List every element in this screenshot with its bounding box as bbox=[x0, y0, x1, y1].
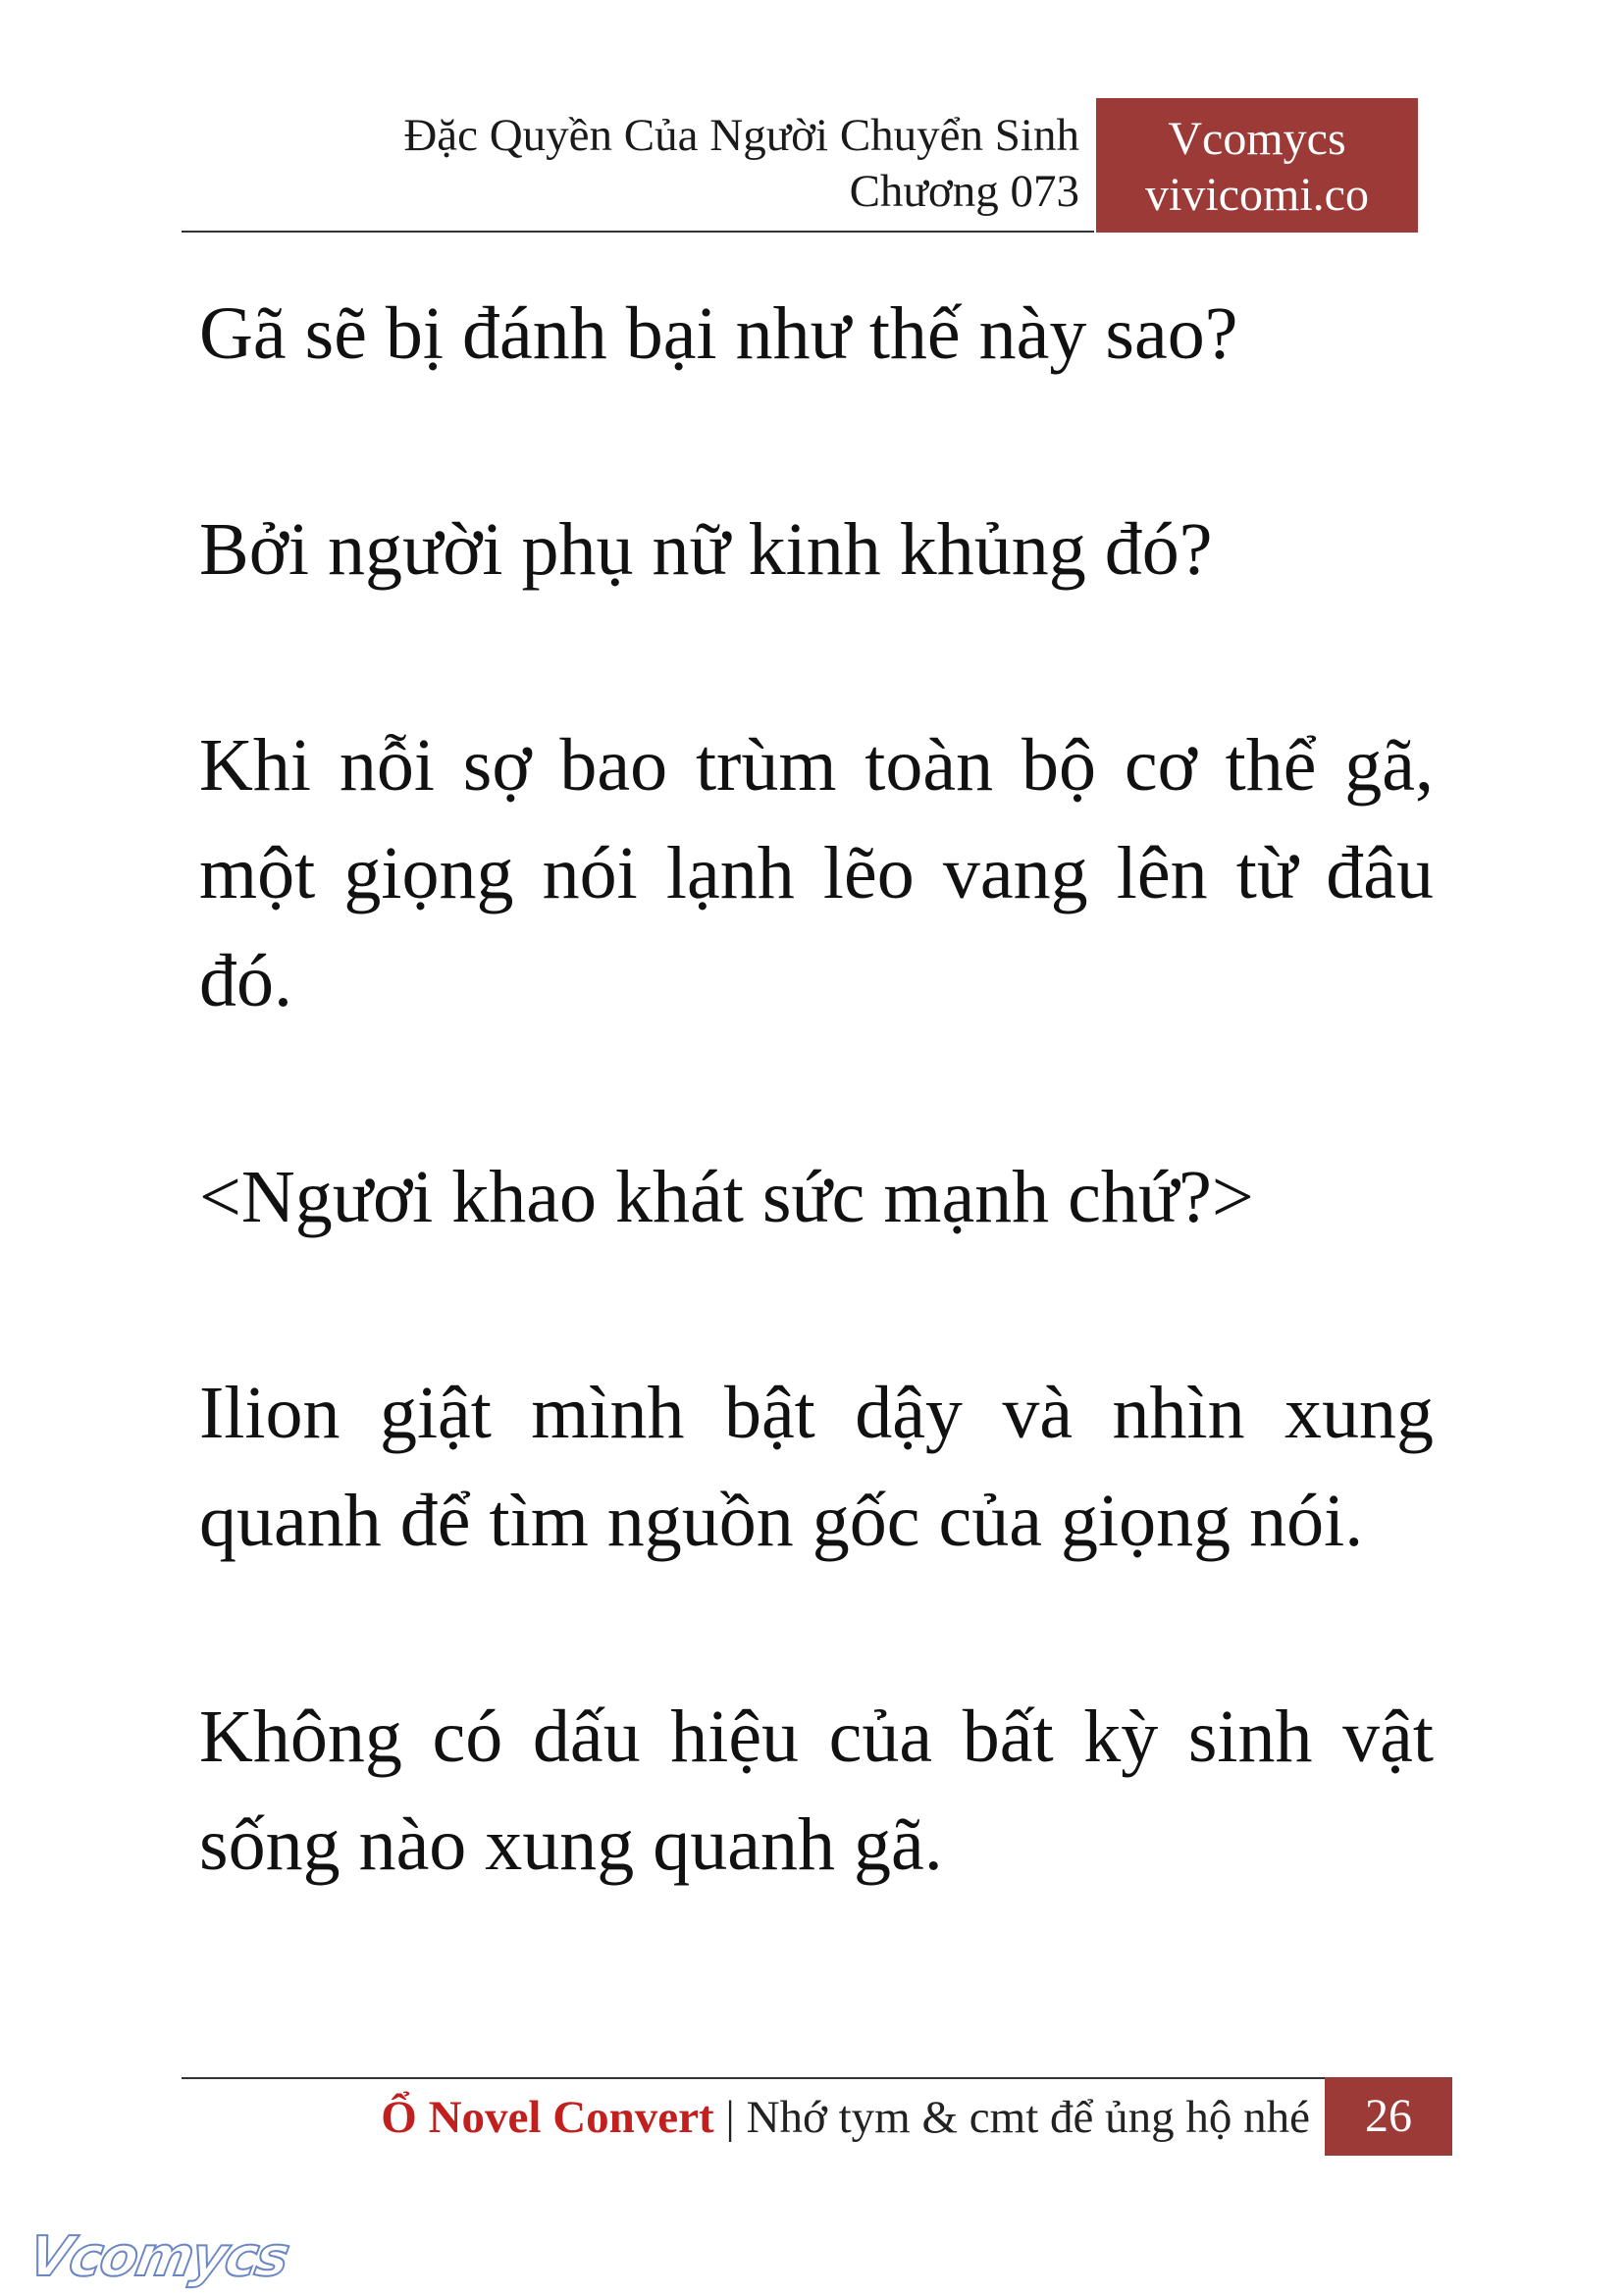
site-url: vivicomi.co bbox=[1145, 169, 1369, 221]
site-badge bbox=[1096, 98, 1418, 233]
watermark-logo bbox=[24, 2224, 293, 2289]
paragraph: Không có dấu hiệu của bất kỳ sinh vật sống nào xung quanh gã. bbox=[199, 1695, 1434, 1886]
site-name: Vcomycs bbox=[1168, 113, 1346, 165]
footer-separator: | bbox=[725, 2092, 735, 2143]
watermark-text: Vcomycs bbox=[24, 2224, 293, 2289]
paragraph: Gã sẽ bị đánh bại như thế này sao? bbox=[199, 292, 1238, 375]
footer-note: Nhớ tym & cmt để ủng hộ nhé bbox=[746, 2092, 1310, 2143]
paragraph: Bởi người phụ nữ kinh khủng đó? bbox=[199, 508, 1213, 591]
chapter-body bbox=[199, 280, 1434, 2007]
header-divider bbox=[182, 231, 1094, 233]
running-header bbox=[196, 108, 1079, 220]
book-title: Đặc Quyền Của Người Chuyển Sinh bbox=[403, 110, 1079, 161]
footer-divider bbox=[182, 2077, 1325, 2079]
paragraph: Khi nỗi sợ bao trùm toàn bộ cơ thể gã, một giọng nói lạnh lẽo vang lên từ đâu đó. bbox=[199, 724, 1434, 1022]
footer-brand: Ổ Novel Convert bbox=[381, 2092, 714, 2143]
paragraph: Ilion giật mình bật dậy và nhìn xung quanh để tìm nguồn gốc của giọng nói. bbox=[199, 1372, 1434, 1562]
chapter-label: Chương 073 bbox=[849, 166, 1079, 217]
footer bbox=[132, 2088, 1310, 2147]
page-number: 26 bbox=[1325, 2077, 1452, 2156]
paragraph: <Ngươi khao khát sức mạnh chứ?> bbox=[199, 1156, 1254, 1238]
